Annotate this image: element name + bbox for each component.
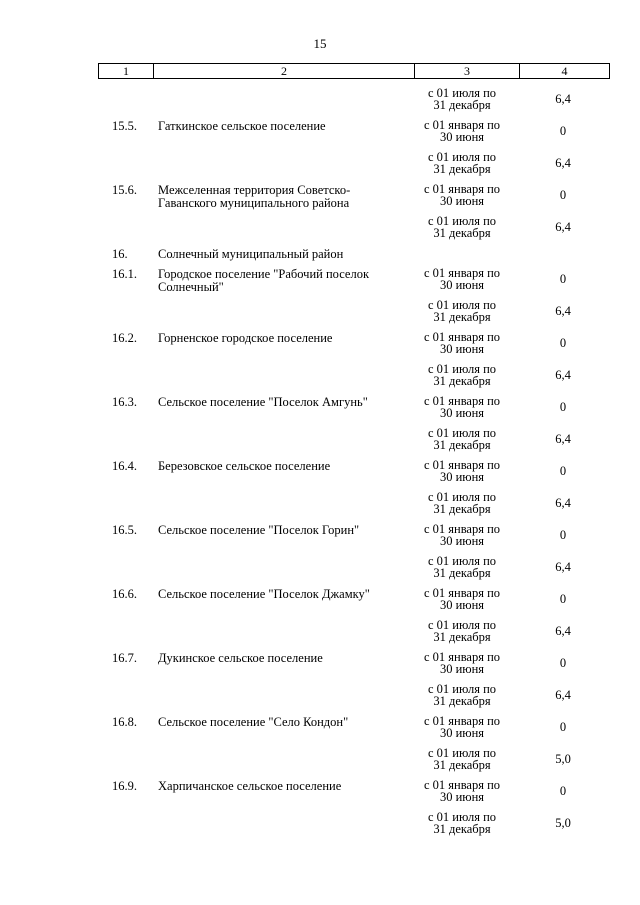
period-start: с 01 января по — [423, 522, 501, 536]
period-end: 30 июня — [439, 726, 485, 740]
period-end: 31 декабря — [433, 226, 491, 240]
period-end: 31 декабря — [433, 374, 491, 388]
row-number: 16.6. — [112, 587, 137, 601]
table-row — [98, 331, 610, 363]
table-row — [98, 651, 610, 683]
rate-value: 6,4 — [555, 624, 571, 638]
period-end: 30 июня — [439, 342, 485, 356]
period-end: 30 июня — [439, 790, 485, 804]
rate-value: 6,4 — [555, 92, 571, 106]
period-start: с 01 июля по — [427, 618, 497, 632]
period-cell — [412, 183, 512, 207]
period-cell — [412, 151, 512, 175]
period-start: с 01 июля по — [427, 810, 497, 824]
rate-value: 6,4 — [555, 368, 571, 382]
period-cell — [412, 87, 512, 111]
rate-value: 6,4 — [555, 560, 571, 574]
rate-value: 0 — [559, 464, 567, 478]
column-header: 1 — [99, 64, 154, 79]
rate-value: 0 — [559, 528, 567, 542]
table-row — [98, 267, 610, 299]
period-end: 31 декабря — [433, 438, 491, 452]
period-end: 31 декабря — [433, 566, 491, 580]
rate-value: 0 — [559, 400, 567, 414]
table-row — [98, 299, 610, 331]
rate-value: 5,0 — [555, 752, 571, 766]
row-number: 16.7. — [112, 651, 137, 665]
period-cell — [412, 215, 512, 239]
period-end: 31 декабря — [433, 502, 491, 516]
period-end: 31 декабря — [433, 694, 491, 708]
rate-value: 0 — [559, 188, 567, 202]
period-start: с 01 января по — [423, 330, 501, 344]
table-row — [98, 215, 610, 247]
rate-value: 6,4 — [555, 688, 571, 702]
period-cell — [412, 651, 512, 675]
period-end: 31 декабря — [433, 162, 491, 176]
period-start: с 01 января по — [423, 394, 501, 408]
table-row — [98, 619, 610, 651]
period-cell — [412, 459, 512, 483]
row-number: 15.5. — [112, 119, 137, 133]
rate-value: 6,4 — [555, 220, 571, 234]
table-row — [98, 363, 610, 395]
rate-value: 0 — [559, 784, 567, 798]
rate-value: 0 — [559, 272, 567, 286]
rate-value: 6,4 — [555, 432, 571, 446]
period-end: 30 июня — [439, 130, 485, 144]
period-start: с 01 июля по — [427, 554, 497, 568]
table-header — [98, 63, 610, 79]
row-number: 16.4. — [112, 459, 137, 473]
period-end: 31 декабря — [433, 310, 491, 324]
period-end: 30 июня — [439, 194, 485, 208]
settlement-name: Гаткинское сельское поселение — [158, 119, 326, 133]
period-end: 31 декабря — [433, 758, 491, 772]
period-start: с 01 июля по — [427, 362, 497, 376]
period-end: 31 декабря — [433, 822, 491, 836]
period-cell — [412, 715, 512, 739]
period-end: 30 июня — [439, 662, 485, 676]
period-end: 30 июня — [439, 598, 485, 612]
period-cell — [412, 491, 512, 515]
period-start: с 01 января по — [423, 586, 501, 600]
rate-value: 0 — [559, 592, 567, 606]
table-row — [98, 715, 610, 747]
settlement-name: Березовское сельское поселение — [158, 459, 331, 473]
period-end: 30 июня — [439, 470, 485, 484]
row-number: 16.8. — [112, 715, 137, 729]
row-number: 16. — [112, 247, 128, 261]
table-row — [98, 459, 610, 491]
period-start: с 01 июля по — [427, 214, 497, 228]
table-row — [98, 491, 610, 523]
settlement-name: Сельское поселение "Село Кондон" — [158, 715, 349, 729]
row-number: 16.5. — [112, 523, 137, 537]
period-end: 30 июня — [439, 406, 485, 420]
table-body — [98, 87, 610, 843]
settlement-name: Межселенная территория Советско-Гаванского муниципального района — [158, 183, 351, 210]
period-start: с 01 января по — [423, 778, 501, 792]
table-row — [98, 811, 610, 843]
settlement-name: Солнечный муниципальный район — [158, 247, 344, 261]
period-start: с 01 января по — [423, 458, 501, 472]
period-start: с 01 июля по — [427, 86, 497, 100]
rate-value: 6,4 — [555, 156, 571, 170]
table-row — [98, 587, 610, 619]
period-cell — [412, 363, 512, 387]
row-number: 16.3. — [112, 395, 137, 409]
table-row — [98, 119, 610, 151]
settlement-name: Горненское городское поселение — [158, 331, 333, 345]
rate-value: 0 — [559, 656, 567, 670]
period-start: с 01 июля по — [427, 298, 497, 312]
period-cell — [412, 747, 512, 771]
table-row — [98, 247, 610, 267]
period-start: с 01 июля по — [427, 490, 497, 504]
period-cell — [412, 267, 512, 291]
settlement-name: Сельское поселение "Поселок Горин" — [158, 523, 360, 537]
period-end: 31 декабря — [433, 98, 491, 112]
period-start: с 01 января по — [423, 650, 501, 664]
column-header: 3 — [415, 64, 520, 79]
period-cell — [412, 427, 512, 451]
settlement-name: Сельское поселение "Поселок Амгунь" — [158, 395, 368, 409]
table-row — [98, 555, 610, 587]
settlement-name: Дукинское сельское поселение — [158, 651, 323, 665]
rate-value: 0 — [559, 336, 567, 350]
table-row — [98, 395, 610, 427]
settlement-name: Сельское поселение "Поселок Джамку" — [158, 587, 370, 601]
table-row — [98, 87, 610, 119]
rate-value: 6,4 — [555, 304, 571, 318]
table-row — [98, 523, 610, 555]
period-end: 31 декабря — [433, 630, 491, 644]
period-cell — [412, 779, 512, 803]
period-cell — [412, 587, 512, 611]
row-number: 16.9. — [112, 779, 137, 793]
table-row — [98, 779, 610, 811]
table-row — [98, 747, 610, 779]
period-start: с 01 января по — [423, 182, 501, 196]
column-header: 2 — [154, 64, 415, 79]
table-row — [98, 683, 610, 715]
table-row — [98, 427, 610, 459]
row-number: 16.2. — [112, 331, 137, 345]
rate-value: 0 — [559, 720, 567, 734]
rate-value: 6,4 — [555, 496, 571, 510]
settlement-name: Харпичанское сельское поселение — [158, 779, 342, 793]
rate-value: 5,0 — [555, 816, 571, 830]
table-row — [98, 183, 610, 215]
page-number: 15 — [313, 36, 327, 51]
period-cell — [412, 119, 512, 143]
row-number: 16.1. — [112, 267, 137, 281]
period-cell — [412, 299, 512, 323]
period-start: с 01 января по — [423, 714, 501, 728]
period-start: с 01 июля по — [427, 426, 497, 440]
period-start: с 01 июля по — [427, 150, 497, 164]
period-cell — [412, 811, 512, 835]
column-header: 4 — [520, 64, 610, 79]
period-end: 30 июня — [439, 278, 485, 292]
period-start: с 01 июля по — [427, 682, 497, 696]
period-start: с 01 июля по — [427, 746, 497, 760]
period-start: с 01 января по — [423, 118, 501, 132]
table-row — [98, 151, 610, 183]
period-cell — [412, 683, 512, 707]
settlement-name: Городское поселение "Рабочий поселок Солнечный" — [158, 267, 370, 294]
period-cell — [412, 555, 512, 579]
period-start: с 01 января по — [423, 266, 501, 280]
row-number: 15.6. — [112, 183, 137, 197]
period-cell — [412, 619, 512, 643]
period-cell — [412, 523, 512, 547]
period-end: 30 июня — [439, 534, 485, 548]
period-cell — [412, 331, 512, 355]
period-cell — [412, 395, 512, 419]
rate-value: 0 — [559, 124, 567, 138]
